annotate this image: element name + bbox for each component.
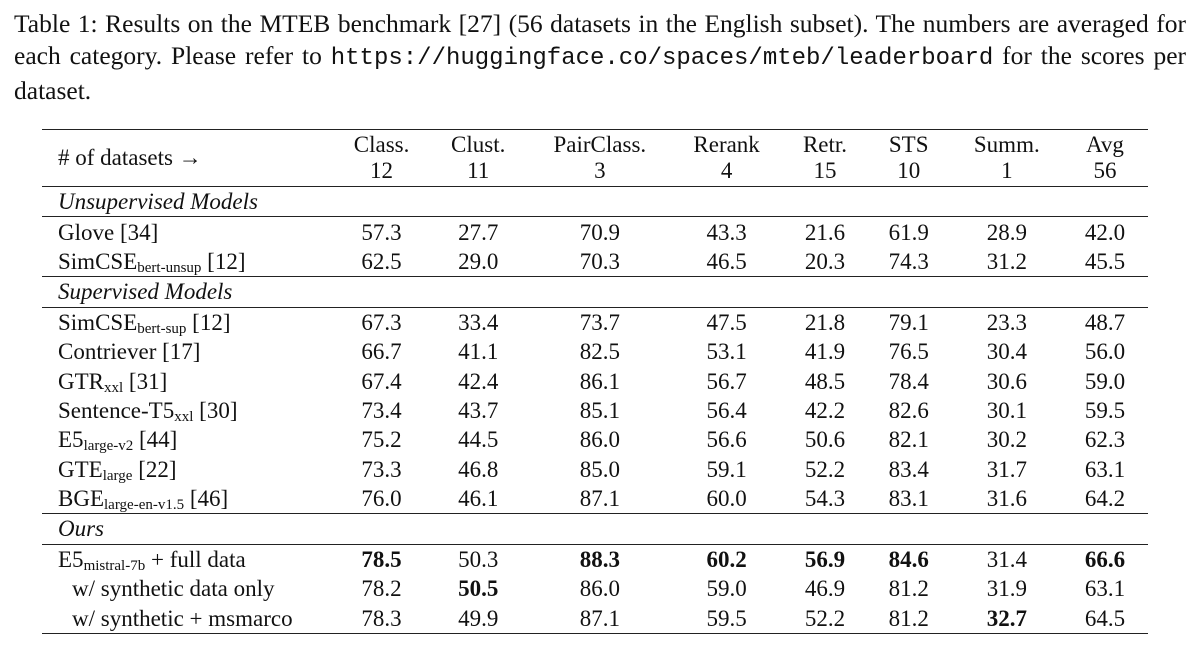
- score-cell: [866, 337, 952, 366]
- score-cell: [866, 574, 952, 603]
- column-header: [952, 130, 1062, 187]
- best-score-value: 50.5: [458, 576, 499, 602]
- column-header: [338, 130, 426, 187]
- score-value: 42.4: [458, 368, 499, 394]
- column-dataset-count: 12: [370, 158, 394, 183]
- score-cell: [669, 455, 784, 484]
- best-score-value: 78.5: [361, 546, 402, 572]
- score-cell: [784, 544, 865, 574]
- score-cell: [784, 455, 865, 484]
- score-cell: [426, 544, 531, 574]
- score-cell: [426, 574, 531, 603]
- score-cell: [669, 574, 784, 603]
- score-value: 46.8: [458, 456, 499, 482]
- score-value: 79.1: [888, 309, 929, 335]
- column-name: Rerank: [693, 132, 760, 157]
- score-cell: [426, 247, 531, 277]
- model-name: Glove: [58, 219, 115, 245]
- model-name-cell: [42, 217, 338, 247]
- score-value: 43.7: [458, 397, 499, 423]
- score-value: 66.7: [361, 339, 402, 365]
- score-cell: [531, 574, 669, 603]
- score-cell: [669, 247, 784, 277]
- score-value: 27.7: [458, 219, 499, 245]
- score-value: 21.6: [804, 219, 846, 245]
- score-value: 67.4: [361, 368, 402, 394]
- model-name-cell: [42, 603, 338, 633]
- column-header: [669, 130, 784, 187]
- score-value: 61.9: [888, 219, 929, 245]
- model-variant-subscript: large-en-v1.5: [104, 497, 185, 514]
- score-value: 75.2: [361, 427, 402, 453]
- score-cell: [866, 484, 952, 514]
- table-row: [42, 247, 1148, 277]
- model-reference: [12]: [186, 309, 231, 335]
- score-value: 23.3: [986, 309, 1027, 335]
- score-value: 73.4: [361, 397, 402, 423]
- score-cell: [866, 396, 952, 425]
- table-caption: [14, 8, 1186, 107]
- score-value: 85.1: [579, 397, 620, 423]
- score-cell: [1062, 307, 1148, 337]
- score-value: 44.5: [458, 427, 499, 453]
- score-value: 67.3: [361, 309, 402, 335]
- model-reference: [46]: [184, 486, 229, 512]
- score-value: 30.2: [986, 427, 1027, 453]
- column-header: [1062, 130, 1148, 187]
- score-cell: [669, 603, 784, 633]
- score-value: 31.7: [986, 456, 1027, 482]
- model-reference: [30]: [193, 397, 238, 423]
- score-value: 43.3: [706, 219, 747, 245]
- column-dataset-count: 15: [813, 158, 837, 183]
- score-cell: [866, 307, 952, 337]
- score-value: 59.0: [706, 576, 747, 602]
- table-row: [42, 425, 1148, 454]
- score-cell: [1062, 455, 1148, 484]
- score-value: 81.2: [888, 605, 929, 631]
- score-cell: [952, 307, 1062, 337]
- score-value: 62.5: [361, 248, 402, 274]
- score-cell: [531, 307, 669, 337]
- score-value: 60.0: [706, 486, 747, 512]
- score-cell: [531, 217, 669, 247]
- model-reference: [17]: [156, 339, 201, 365]
- score-value: 87.1: [579, 605, 620, 631]
- score-cell: [338, 217, 426, 247]
- model-name-cell: [42, 455, 338, 484]
- model-name: E5: [58, 427, 84, 453]
- score-value: 59.1: [706, 456, 747, 482]
- score-cell: [784, 307, 865, 337]
- score-value: 52.2: [804, 456, 846, 482]
- column-dataset-count: 1: [1001, 158, 1013, 183]
- score-cell: [866, 425, 952, 454]
- column-dataset-count: 3: [594, 158, 606, 183]
- score-value: 59.5: [706, 605, 747, 631]
- model-variant-subscript: bert-sup: [137, 320, 187, 337]
- score-value: 47.5: [706, 309, 747, 335]
- score-cell: [426, 307, 531, 337]
- score-value: 41.1: [458, 339, 499, 365]
- score-value: 82.5: [579, 339, 620, 365]
- score-cell: [338, 396, 426, 425]
- table-row: [42, 217, 1148, 247]
- table-body: [42, 187, 1148, 634]
- score-value: 73.3: [361, 456, 402, 482]
- model-variant-subscript: xxl: [174, 408, 194, 425]
- score-cell: [866, 217, 952, 247]
- score-cell: [669, 484, 784, 514]
- score-value: 86.1: [579, 368, 620, 394]
- score-value: 21.8: [804, 309, 846, 335]
- score-cell: [531, 425, 669, 454]
- table-row: [42, 396, 1148, 425]
- table-row: [42, 484, 1148, 514]
- column-header: [784, 130, 865, 187]
- score-cell: [338, 307, 426, 337]
- score-cell: [784, 574, 865, 603]
- table-row: [42, 366, 1148, 395]
- score-cell: [952, 544, 1062, 574]
- score-cell: [784, 366, 865, 395]
- header-row: [42, 130, 1148, 187]
- model-name: SimCSE: [58, 309, 138, 335]
- model-name-cell: [42, 337, 338, 366]
- score-value: 83.4: [888, 456, 929, 482]
- score-cell: [1062, 574, 1148, 603]
- score-cell: [338, 337, 426, 366]
- score-cell: [531, 484, 669, 514]
- score-cell: [426, 455, 531, 484]
- score-cell: [952, 396, 1062, 425]
- model-name-cell: [42, 366, 338, 395]
- column-header: [531, 130, 669, 187]
- column-name: Retr.: [802, 132, 848, 157]
- score-value: 52.2: [804, 605, 846, 631]
- model-name-cell: [42, 247, 338, 277]
- column-header: [866, 130, 952, 187]
- score-value: 63.1: [1084, 456, 1126, 482]
- score-value: 50.6: [804, 427, 846, 453]
- score-value: 54.3: [804, 486, 846, 512]
- model-variant-subscript: large-v2: [83, 438, 134, 455]
- score-value: 56.0: [1084, 339, 1126, 365]
- section-title: Ours: [58, 516, 105, 542]
- model-variant-subscript: xxl: [104, 379, 124, 396]
- model-name-cell: [42, 425, 338, 454]
- section-header-row: [42, 514, 1148, 544]
- score-value: 56.4: [706, 397, 747, 423]
- score-cell: [866, 455, 952, 484]
- model-name: GTE: [58, 456, 103, 482]
- score-value: 33.4: [458, 309, 499, 335]
- model-name-cell: [42, 307, 338, 337]
- model-reference: + full data: [145, 546, 246, 572]
- score-value: 46.9: [804, 576, 846, 602]
- caption-text: Table 1: Results on the MTEB benchmark [27] (56 datasets in the English subset). The numbers are averaged for each category. Please refer to: [14, 9, 1186, 70]
- caption-text-end: for the scores per dataset.: [14, 41, 1186, 105]
- score-value: 28.9: [986, 219, 1027, 245]
- score-cell: [866, 603, 952, 633]
- model-reference: [34]: [114, 219, 159, 245]
- score-cell: [1062, 337, 1148, 366]
- score-value: 31.9: [986, 576, 1027, 602]
- model-name: w/ synthetic data only: [72, 576, 275, 602]
- score-value: 82.1: [888, 427, 929, 453]
- score-cell: [784, 603, 865, 633]
- score-value: 70.3: [579, 248, 620, 274]
- score-value: 62.3: [1084, 427, 1126, 453]
- column-dataset-count: 56: [1093, 158, 1117, 183]
- score-cell: [1062, 484, 1148, 514]
- score-cell: [866, 366, 952, 395]
- model-name-cell: [42, 396, 338, 425]
- score-cell: [531, 455, 669, 484]
- score-cell: [426, 425, 531, 454]
- score-cell: [784, 337, 865, 366]
- score-cell: [338, 544, 426, 574]
- score-cell: [1062, 603, 1148, 633]
- score-value: 59.0: [1084, 368, 1126, 394]
- score-cell: [338, 425, 426, 454]
- table-row: [42, 307, 1148, 337]
- score-value: 48.5: [804, 368, 846, 394]
- score-value: 31.2: [986, 248, 1027, 274]
- score-cell: [784, 425, 865, 454]
- score-cell: [531, 366, 669, 395]
- score-value: 30.4: [986, 339, 1027, 365]
- model-name-cell: [42, 544, 338, 574]
- score-cell: [952, 484, 1062, 514]
- score-value: 78.2: [361, 576, 402, 602]
- score-cell: [669, 544, 784, 574]
- column-name: Summ.: [973, 132, 1040, 157]
- model-name: BGE: [58, 486, 104, 512]
- score-cell: [338, 455, 426, 484]
- score-value: 30.1: [986, 397, 1027, 423]
- score-value: 46.5: [706, 248, 747, 274]
- section-title: Supervised Models: [58, 279, 233, 305]
- score-cell: [669, 396, 784, 425]
- score-value: 50.3: [458, 546, 499, 572]
- model-name-cell: [42, 484, 338, 514]
- score-cell: [1062, 544, 1148, 574]
- table-row: [42, 603, 1148, 633]
- score-value: 29.0: [458, 248, 499, 274]
- model-name: Contriever: [58, 339, 157, 365]
- model-name: Sentence-T5: [58, 397, 175, 423]
- leaderboard-url[interactable]: https://huggingface.co/spaces/mteb/leaderboard: [330, 45, 994, 72]
- score-value: 81.2: [888, 576, 929, 602]
- score-value: 74.3: [888, 248, 929, 274]
- header-label: # of datasets →: [58, 145, 202, 170]
- model-variant-subscript: bert-unsup: [137, 259, 202, 276]
- score-cell: [426, 484, 531, 514]
- score-cell: [1062, 247, 1148, 277]
- score-cell: [952, 574, 1062, 603]
- column-header: [426, 130, 531, 187]
- score-value: 31.6: [986, 486, 1027, 512]
- column-name: PairClass.: [553, 132, 647, 157]
- score-cell: [338, 484, 426, 514]
- model-name: GTR: [58, 368, 104, 394]
- section-header-row: [42, 187, 1148, 217]
- score-cell: [1062, 425, 1148, 454]
- score-value: 87.1: [579, 486, 620, 512]
- score-value: 64.5: [1084, 605, 1126, 631]
- score-cell: [426, 396, 531, 425]
- model-name: E5: [58, 546, 84, 572]
- model-variant-subscript: large: [102, 467, 133, 484]
- score-cell: [952, 603, 1062, 633]
- model-name: SimCSE: [58, 248, 138, 274]
- score-value: 31.4: [986, 546, 1027, 572]
- score-cell: [952, 455, 1062, 484]
- model-name-cell: [42, 574, 338, 603]
- score-value: 49.9: [458, 605, 499, 631]
- best-score-value: 88.3: [579, 546, 620, 572]
- score-value: 83.1: [888, 486, 929, 512]
- model-reference: [31]: [123, 368, 168, 394]
- column-dataset-count: 10: [897, 158, 921, 183]
- score-cell: [1062, 366, 1148, 395]
- score-cell: [952, 425, 1062, 454]
- score-value: 85.0: [579, 456, 620, 482]
- score-cell: [1062, 396, 1148, 425]
- column-name: Class.: [353, 132, 410, 157]
- score-cell: [338, 366, 426, 395]
- section-title: Unsupervised Models: [58, 189, 258, 215]
- column-name: STS: [888, 132, 929, 157]
- score-value: 78.3: [361, 605, 402, 631]
- score-cell: [426, 603, 531, 633]
- table-row: [42, 574, 1148, 603]
- model-reference: [44]: [133, 427, 178, 453]
- score-cell: [1062, 217, 1148, 247]
- score-cell: [426, 366, 531, 395]
- section-header-row: [42, 277, 1148, 307]
- score-cell: [669, 217, 784, 247]
- score-value: 70.9: [579, 219, 620, 245]
- score-cell: [866, 247, 952, 277]
- model-reference: [12]: [201, 248, 246, 274]
- score-value: 57.3: [361, 219, 402, 245]
- score-cell: [669, 425, 784, 454]
- score-value: 48.7: [1084, 309, 1126, 335]
- column-dataset-count: 4: [720, 158, 733, 183]
- score-cell: [952, 366, 1062, 395]
- score-cell: [952, 217, 1062, 247]
- score-cell: [426, 217, 531, 247]
- table-row: [42, 455, 1148, 484]
- results-table: [42, 129, 1148, 634]
- score-cell: [338, 603, 426, 633]
- score-cell: [669, 307, 784, 337]
- best-score-value: 84.6: [888, 546, 929, 572]
- best-score-value: 32.7: [986, 605, 1027, 631]
- score-value: 45.5: [1084, 248, 1126, 274]
- score-value: 86.0: [579, 576, 620, 602]
- score-value: 42.2: [804, 397, 846, 423]
- score-value: 56.7: [706, 368, 747, 394]
- score-cell: [669, 366, 784, 395]
- score-cell: [784, 247, 865, 277]
- score-value: 59.5: [1084, 397, 1126, 423]
- score-cell: [952, 247, 1062, 277]
- score-value: 86.0: [579, 427, 620, 453]
- table-row: [42, 337, 1148, 366]
- score-value: 42.0: [1084, 219, 1126, 245]
- best-score-value: 56.9: [804, 546, 846, 572]
- score-cell: [338, 574, 426, 603]
- score-value: 64.2: [1084, 486, 1126, 512]
- score-cell: [952, 337, 1062, 366]
- score-value: 73.7: [579, 309, 620, 335]
- score-cell: [531, 396, 669, 425]
- table-row: [42, 544, 1148, 574]
- score-value: 30.6: [986, 368, 1027, 394]
- score-value: 20.3: [804, 248, 846, 274]
- score-cell: [784, 396, 865, 425]
- score-value: 63.1: [1084, 576, 1126, 602]
- score-cell: [669, 337, 784, 366]
- score-value: 53.1: [706, 339, 747, 365]
- score-cell: [531, 247, 669, 277]
- score-value: 76.0: [361, 486, 402, 512]
- score-cell: [784, 484, 865, 514]
- score-cell: [531, 337, 669, 366]
- column-name: Avg: [1086, 132, 1124, 157]
- score-value: 78.4: [888, 368, 929, 394]
- best-score-value: 66.6: [1084, 546, 1126, 572]
- score-value: 56.6: [706, 427, 747, 453]
- score-cell: [531, 603, 669, 633]
- score-cell: [426, 337, 531, 366]
- score-value: 76.5: [888, 339, 929, 365]
- column-name: Clust.: [451, 132, 506, 157]
- best-score-value: 60.2: [706, 546, 747, 572]
- score-cell: [866, 544, 952, 574]
- score-cell: [784, 217, 865, 247]
- score-cell: [338, 247, 426, 277]
- model-name: w/ synthetic + msmarco: [72, 605, 293, 631]
- column-dataset-count: 11: [467, 158, 490, 183]
- score-value: 46.1: [458, 486, 499, 512]
- model-variant-subscript: mistral-7b: [83, 557, 146, 574]
- score-value: 41.9: [804, 339, 846, 365]
- score-cell: [531, 544, 669, 574]
- score-value: 82.6: [888, 397, 929, 423]
- model-reference: [22]: [132, 456, 177, 482]
